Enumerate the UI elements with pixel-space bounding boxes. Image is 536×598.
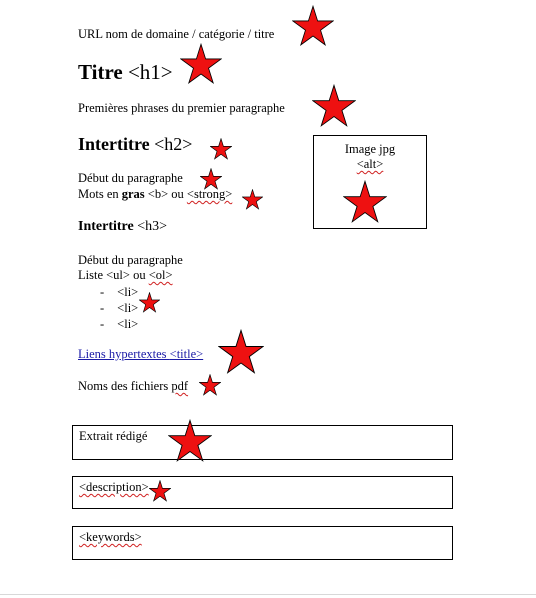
list-bullet: - xyxy=(100,285,105,299)
pdf-prefix: Noms des fichiers xyxy=(78,379,169,393)
list-item xyxy=(100,318,138,331)
list-item xyxy=(100,286,138,299)
url-line: URL nom de domaine / catégorie / titre xyxy=(78,27,275,41)
list-item-text: <li> xyxy=(117,301,139,315)
description-box xyxy=(72,476,453,509)
list-line xyxy=(78,269,173,282)
star-icon xyxy=(292,5,334,47)
image-alt: <alt> xyxy=(356,157,384,171)
subtitle-word: Intertitre xyxy=(78,134,150,154)
bold-word: gras xyxy=(121,187,145,201)
bold-tag-strong: <strong> xyxy=(186,187,233,201)
star-icon xyxy=(200,168,222,190)
list-ol: <ol> xyxy=(148,268,173,282)
list-item xyxy=(100,302,138,315)
paragraph-start-2: Début du paragraphe xyxy=(78,253,183,267)
list-or: ou xyxy=(133,268,146,282)
title-tag: <h1> xyxy=(127,60,173,84)
list-bullet: - xyxy=(100,317,105,331)
extract-box xyxy=(72,425,453,460)
subtitle-h3 xyxy=(78,220,167,234)
pdf-filenames-line xyxy=(78,380,188,393)
list-ul: <ul> xyxy=(106,268,130,282)
bold-tag-b: <b> xyxy=(147,187,169,201)
title-word: Titre xyxy=(78,60,123,84)
star-icon xyxy=(218,329,264,375)
bold-or: ou xyxy=(171,187,184,201)
star-icon xyxy=(343,180,387,224)
star-icon xyxy=(312,84,356,128)
image-label: Image jpg xyxy=(344,142,396,156)
first-sentences: Premières phrases du premier paragraphe xyxy=(78,101,285,115)
list-prefix: Liste xyxy=(78,268,103,282)
star-icon xyxy=(180,43,222,85)
page-bottom-rule xyxy=(0,594,536,595)
paragraph-start-1: Début du paragraphe xyxy=(78,171,183,185)
subtitle3-tag: <h3> xyxy=(137,219,168,234)
star-icon xyxy=(149,480,171,502)
star-icon xyxy=(199,374,221,396)
star-icon xyxy=(168,419,212,463)
keywords-box xyxy=(72,526,453,560)
pdf-word: pdf xyxy=(171,379,189,393)
links-tag[interactable]: <title> xyxy=(169,347,204,361)
extract-label: Extrait rédigé xyxy=(79,429,148,443)
subtitle3-word: Intertitre xyxy=(78,219,134,234)
hyperlinks-line[interactable] xyxy=(78,348,203,361)
subtitle-tag: <h2> xyxy=(154,134,193,154)
description-label: <description> xyxy=(79,480,149,494)
list-bullet: - xyxy=(100,301,105,315)
star-icon xyxy=(210,138,232,160)
list-item-text: <li> xyxy=(117,285,139,299)
keywords-label: <keywords> xyxy=(79,530,142,544)
links-prefix[interactable]: Liens hypertextes xyxy=(78,347,167,361)
subtitle-h2 xyxy=(78,135,192,153)
list-item-text: <li> xyxy=(117,317,139,331)
bold-prefix: Mots en xyxy=(78,187,119,201)
title-h1 xyxy=(78,62,173,83)
star-icon xyxy=(242,189,263,210)
image-caption xyxy=(314,142,426,172)
star-icon xyxy=(139,292,160,313)
